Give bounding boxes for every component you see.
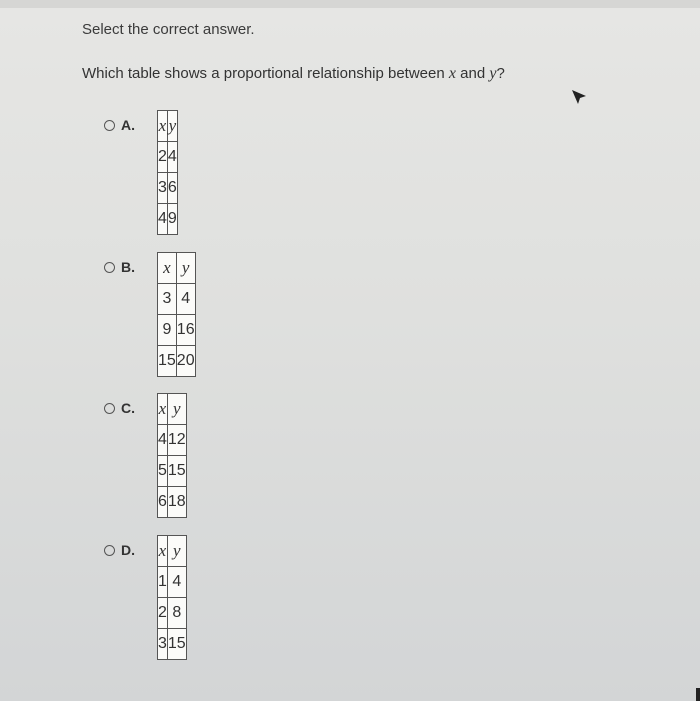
cell-y: 6 [167,173,177,204]
cell-y: 8 [167,598,186,629]
cell-x: 15 [158,346,177,377]
header-x: x [158,394,168,425]
table-row [158,629,187,660]
option-c-choice[interactable] [104,400,135,416]
question-var-x: x [448,65,456,82]
table-row [158,204,178,235]
table-row [158,173,178,204]
option-c-table [157,393,187,518]
option-a-choice[interactable] [104,117,135,133]
table-row [158,487,187,518]
cell-y: 20 [176,346,195,377]
table-header-row [158,253,196,284]
cell-x: 3 [158,173,168,204]
option-d-table [157,535,187,660]
table-row [158,315,196,346]
cell-x: 4 [158,204,168,235]
cell-y: 9 [167,204,177,235]
question-text [82,65,505,83]
cell-y: 4 [176,284,195,315]
mouse-pointer-icon [570,88,588,106]
table-header-row [158,394,187,425]
table-row [158,142,178,173]
table-row [158,284,196,315]
cell-y: 16 [176,315,195,346]
cell-y: 4 [167,142,177,173]
option-b-table [157,252,196,377]
question-prefix: Which table shows a proportional relationship between [82,65,449,82]
cell-y: 4 [167,567,186,598]
option-d-letter: D. [121,542,135,558]
table-row [158,425,187,456]
question-suffix: ? [496,65,505,82]
radio-button-icon[interactable] [104,403,115,414]
table-row [158,456,187,487]
option-b-choice[interactable] [104,259,135,275]
header-x: x [158,111,168,142]
cell-x: 9 [158,315,177,346]
header-y: y [176,253,195,284]
instruction-text: Select the correct answer. [82,21,255,38]
table-header-row [158,111,178,142]
cell-x: 4 [158,425,168,456]
table-header-row [158,536,187,567]
header-y: y [167,536,186,567]
cell-x: 5 [158,456,168,487]
header-x: x [158,253,177,284]
question-middle: and [456,65,490,82]
option-c-letter: C. [121,400,135,416]
option-b-letter: B. [121,259,135,275]
cell-x: 3 [158,284,177,315]
table-row [158,567,187,598]
screen-edge-mark [696,688,700,701]
option-a-letter: A. [121,117,135,133]
option-d-choice[interactable] [104,542,135,558]
top-bar [0,0,700,8]
question-var-y: y [489,65,497,82]
option-a-table [157,110,178,235]
cell-y: 18 [167,487,186,518]
radio-button-icon[interactable] [104,262,115,273]
cell-y: 15 [167,456,186,487]
table-row [158,598,187,629]
radio-button-icon[interactable] [104,545,115,556]
cell-x: 6 [158,487,168,518]
cell-x: 2 [158,142,168,173]
cell-y: 15 [167,629,186,660]
header-y: y [167,111,177,142]
cell-x: 3 [158,629,168,660]
cell-x: 2 [158,598,168,629]
header-x: x [158,536,168,567]
cell-y: 12 [167,425,186,456]
header-y: y [167,394,186,425]
cell-x: 1 [158,567,168,598]
radio-button-icon[interactable] [104,120,115,131]
table-row [158,346,196,377]
